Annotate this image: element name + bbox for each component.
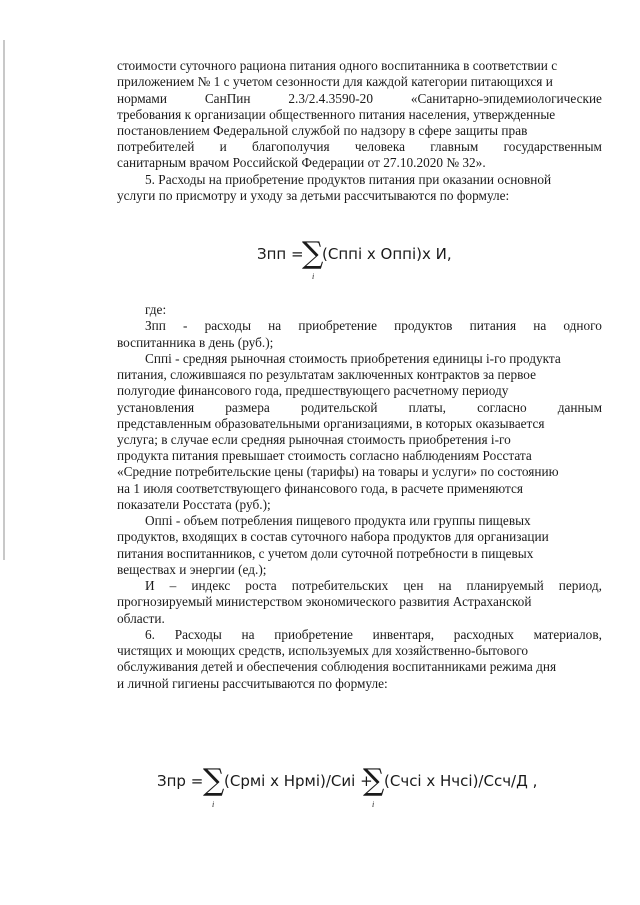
word: одного [563, 318, 602, 333]
sum-index-1: i [212, 800, 215, 809]
word: на [438, 578, 452, 593]
text-line: стоимости суточного рациона питания одного воспитанника в соответствии с [117, 58, 558, 73]
word: родительской [300, 400, 378, 415]
text-line: услуги по присмотру и уходу за детьми рассчитываются по формуле: [117, 188, 510, 203]
text-line: продукта питания превышает стоимость согласно наблюдениям Росстата [117, 448, 532, 463]
word: данным [557, 400, 602, 415]
text-line: чистящих и моющих средств, используемых для хозяйственно-бытового [117, 643, 529, 658]
word: приобретение [298, 318, 378, 333]
word: цен [403, 578, 424, 593]
text-line: веществах и энергии (ед.); [117, 562, 267, 577]
text-line: санитарным врачом Российской Федерации от 27.10.2020 № 32». [117, 155, 486, 170]
text-line: где: [145, 302, 167, 317]
text-line: на 1 июля соответствующего финансового года, в расчете применяются [117, 481, 524, 496]
text-line: Сппi - средняя рыночная стоимость приобретения единицы i-го продукта [145, 351, 561, 366]
word: индекс [191, 578, 231, 593]
sum-index: i [312, 272, 315, 281]
text-line: и личной гигиены рассчитываются по формуле: [117, 676, 388, 691]
word: продуктов [394, 318, 453, 333]
sum-symbol-1: ∑ [203, 763, 225, 798]
sum-index-2: i [372, 800, 375, 809]
word: 6. [145, 627, 155, 642]
text-line: Оппi - объем потребления пищевого продукта или группы пищевых [145, 513, 531, 528]
formula-inventory-lhs: Зпр = [157, 772, 204, 790]
text-line: показатели Росстата (руб.); [117, 497, 271, 512]
word: и [219, 139, 227, 154]
justified-line [117, 139, 602, 155]
word: питания [469, 318, 517, 333]
justified-line [145, 627, 602, 643]
text-line: питания воспитанников, с учетом доли суточной потребности в пищевых [117, 546, 534, 561]
word: Зпп [145, 318, 166, 333]
word: согласно [477, 400, 527, 415]
word: установления [117, 400, 195, 415]
justified-line [117, 400, 602, 416]
text-line: приложением № 1 с учетом сезонности для каждой категории питающихся и [117, 74, 553, 89]
word: - [183, 318, 188, 333]
text-line: требования к организации общественного питания населения, утвержденные [117, 107, 556, 122]
text-line: услуга; в случае если средняя рыночная стоимость приобретения i-го [117, 432, 511, 447]
word: на [533, 318, 547, 333]
word: нормами [117, 91, 167, 106]
text-line: питания, сложившаяся по результатам заключенных контрактов за первое [117, 367, 537, 382]
text-line: постановлением Федеральной службой по надзору в сфере защиты прав [117, 123, 528, 138]
word: – [169, 578, 177, 593]
word: приобретение [274, 627, 353, 642]
word: «Санитарно-эпидемиологические [410, 91, 602, 106]
formula-lhs: Зпп = [257, 245, 304, 263]
text-line: области. [117, 611, 165, 626]
justified-line [145, 578, 602, 594]
word: на [268, 318, 282, 333]
justified-line [145, 318, 602, 334]
word: планируемый [466, 578, 544, 593]
text-line: полугодие финансового года, предшествующего расчетному периоду [117, 383, 509, 398]
formula-rhs: (Сппi х Оппi)х И, [322, 245, 452, 263]
word: человека [354, 139, 405, 154]
word: размера [225, 400, 270, 415]
scan-margin-mark [3, 40, 5, 560]
word: благополучия [252, 139, 330, 154]
text-line: продуктов, входящих в состав суточного набора продуктов для организации [117, 529, 549, 544]
word: расходных [453, 627, 514, 642]
text-line: представленным образовательными организациями, в которых оказывается [117, 416, 545, 431]
text-line: прогнозируемый министерством экономического развития Астраханской [117, 594, 532, 609]
text-line: воспитанника в день (руб.); [117, 335, 274, 350]
word: главным [430, 139, 479, 154]
word: СанПин [204, 91, 251, 106]
formula-food-costs [257, 244, 304, 264]
sum-symbol-2: ∑ [363, 763, 385, 798]
word: инвентаря, [372, 627, 435, 642]
word: материалов, [533, 627, 602, 642]
word: потребительских [291, 578, 389, 593]
text-line: «Средние потребительские цены (тарифы) на товары и услуги» по состоянию [117, 464, 559, 479]
word: расходы [204, 318, 252, 333]
word: И [145, 578, 155, 593]
word: роста [245, 578, 277, 593]
sum-symbol: ∑ [302, 236, 324, 271]
word: на [241, 627, 255, 642]
justified-line [117, 91, 602, 107]
formula-term-1: (Срмi х Нрмi)/Сиi + [224, 772, 373, 790]
word: потребителей [117, 139, 195, 154]
word: Расходы [174, 627, 222, 642]
text-line: 5. Расходы на приобретение продуктов питания при оказании основной [145, 172, 552, 187]
formula-term-2: (Счсi х Нчсi)/Сcч/Д , [384, 772, 538, 790]
word: период, [558, 578, 602, 593]
text-line: обслуживания детей и обеспечения соблюдения воспитанниками режима дня [117, 659, 557, 674]
word: 2.3/2.4.3590-20 [288, 91, 373, 106]
word: платы, [408, 400, 447, 415]
word: государственным [503, 139, 602, 154]
